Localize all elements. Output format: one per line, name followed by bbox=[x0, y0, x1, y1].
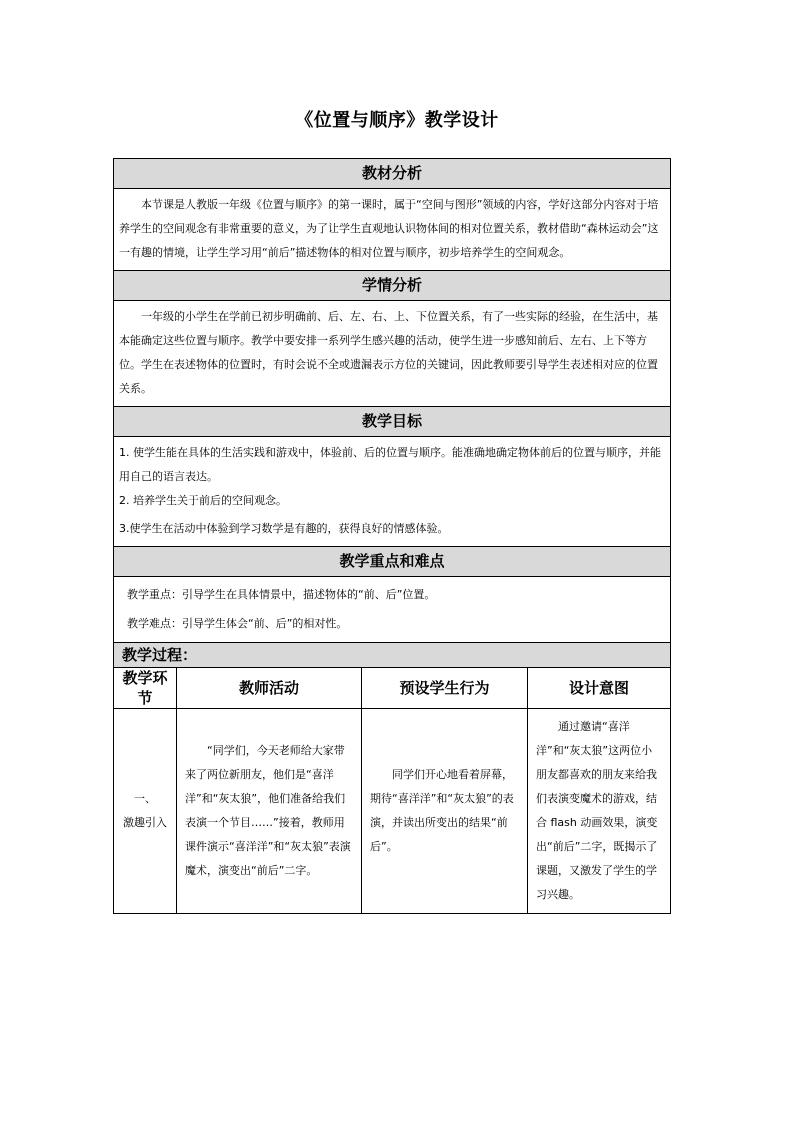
process-column-header-row bbox=[114, 668, 671, 709]
stage-name: 激趣引入 bbox=[123, 816, 167, 829]
student-behavior: 同学们开心地看着屏幕，期待“喜洋洋”和“灰太狼”的表演，并读出所变出的结果“前后”。 bbox=[370, 768, 514, 853]
process-heading: 教学过程： bbox=[114, 643, 671, 668]
goals-heading: 教学目标 bbox=[114, 407, 671, 437]
material-text: 本节课是人教版一年级《位置与顺序》的第一课时，属于“空间与图形”领域的内容，学好这部分内容对于培养学生的空间观念有非常重要的意义，为了让学生直观地认识物体间的相对位置关系，教材借助“森林运动会”这一有趣的情境，让学生学习用“前后”描述物体的相对位置与顺序，初步培养学生的空间观念。 bbox=[119, 198, 659, 259]
col-header-student: 预设学生行为 bbox=[362, 668, 528, 709]
focus-difficulty: 教学难点：引导学生体会“前、后”的相对性。 bbox=[127, 617, 348, 630]
process-row bbox=[114, 709, 671, 914]
students-heading-row bbox=[114, 271, 671, 301]
goal-item-2: 2. 培养学生关于前后的空间观念。 bbox=[119, 494, 287, 507]
focus-body-row bbox=[114, 577, 671, 643]
lesson-plan-table bbox=[113, 158, 671, 914]
col-header-stage: 教学环节 bbox=[114, 668, 177, 709]
stage-number: 一、 bbox=[134, 792, 156, 805]
material-heading: 教材分析 bbox=[114, 159, 671, 189]
page-title: 《位置与顺序》教学设计 bbox=[295, 110, 499, 131]
students-heading: 学情分析 bbox=[114, 271, 671, 301]
material-body-row bbox=[114, 189, 671, 271]
focus-heading-row bbox=[114, 547, 671, 577]
students-text: 一年级的小学生在学前已初步明确前、后、左、右、上、下位置关系，有了一些实际的经验，在生活中，基本能确定这些位置与顺序。教学中要安排一系列学生感兴趣的活动，使学生进一步感知前后、左右、上下等方位。学生在表述物体的位置时，有时会说不全或遗漏表示方位的关键词，因此教师要引导学生表述相对应的位置关系。 bbox=[119, 310, 658, 395]
stage-cell bbox=[114, 709, 177, 914]
focus-heading: 教学重点和难点 bbox=[114, 547, 671, 577]
col-header-intent: 设计意图 bbox=[528, 668, 671, 709]
goals-body-row bbox=[114, 437, 671, 547]
design-intent: 通过邀请“喜洋洋”和“灰太狼”这两位小朋友都喜欢的朋友来给我们表演变魔术的游戏，结合 flash 动画效果，演变出“前后”二字，既揭示了课题，又激发了学生的学习兴趣。 bbox=[536, 720, 658, 901]
process-heading-row bbox=[114, 643, 671, 668]
goal-item-3: 3.使学生在活动中体验到学习数学是有趣的，获得良好的情感体验。 bbox=[119, 522, 449, 535]
teacher-activity: “同学们，今天老师给大家带来了两位新朋友，他们是“喜洋洋”和“灰太狼”，他们准备给我们表演一个节目……”接着，教师用课件演示“喜洋洋”和“灰太狼”表演魔术，演变出“前后”二字。 bbox=[185, 744, 351, 877]
goal-item-1: 1. 使学生能在具体的生活实践和游戏中，体验前、后的位置与顺序。能准确地确定物体前后的位置与顺序，并能用自己的语言表达。 bbox=[119, 446, 661, 483]
focus-key-point: 教学重点：引导学生在具体情景中，描述物体的“前、后”位置。 bbox=[127, 588, 436, 601]
goals-heading-row bbox=[114, 407, 671, 437]
students-body-row bbox=[114, 301, 671, 407]
col-header-teacher: 教师活动 bbox=[177, 668, 362, 709]
material-heading-row bbox=[114, 159, 671, 189]
